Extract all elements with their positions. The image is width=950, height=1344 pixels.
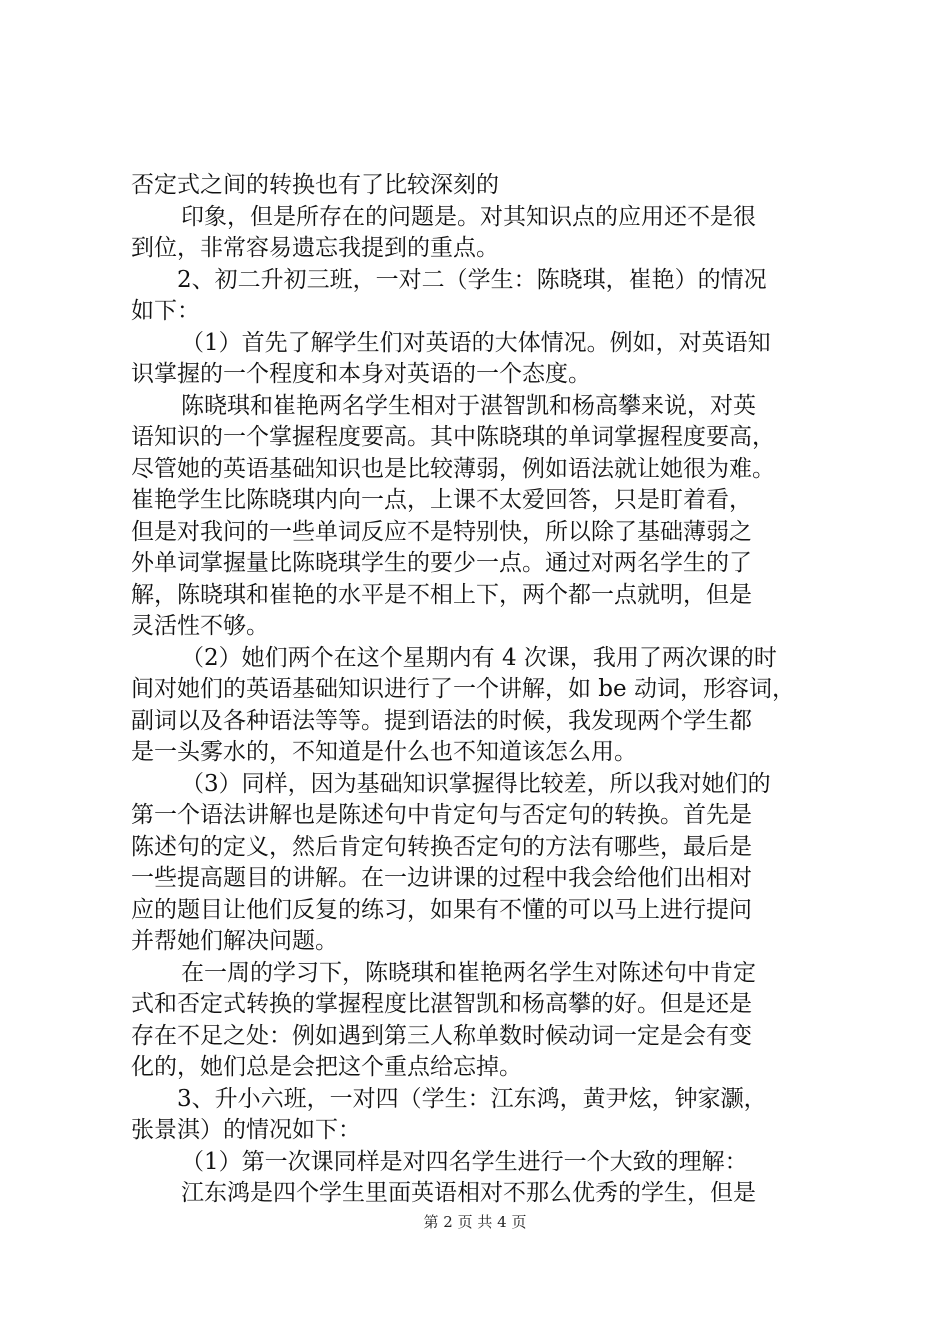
text-line: （3）同样，因为基础知识掌握得比较差，所以我对她们的 — [181, 770, 771, 797]
text-line: 否定式之间的转换也有了比较深刻的 — [131, 172, 499, 198]
text-line: 并帮她们解决问题。 — [131, 928, 338, 954]
text-line: 但是对我问的一些单词反应不是特别快，所以除了基础薄弱之 — [131, 518, 752, 545]
text-line: 应的题目让他们反复的练习，如果有不懂的可以马上进行提问 — [131, 896, 752, 923]
text-line: 2、初二升初三班，一对二（学生：陈晓琪，崔艳）的情况 — [177, 266, 767, 293]
text-line: 陈晓琪和崔艳两名学生相对于湛智凯和杨高攀来说，对英 — [181, 392, 756, 419]
document-body — [131, 170, 831, 1210]
text-line: 江东鸿是四个学生里面英语相对不那么优秀的学生，但是 — [181, 1180, 756, 1206]
text-line: 灵活性不够。 — [131, 613, 269, 639]
text-line: 副词以及各种语法等等。提到语法的时候，我发现两个学生都 — [131, 707, 752, 734]
text-line: 3、升小六班，一对四（学生：江东鸿，黄尹炫，钟家灏， — [177, 1085, 767, 1112]
text-line: 是一头雾水的，不知道是什么也不知道该怎么用。 — [131, 739, 637, 765]
text-line: 解，陈晓琪和崔艳的水平是不相上下，两个都一点就明，但是 — [131, 581, 752, 608]
text-line: 在一周的学习下，陈晓琪和崔艳两名学生对陈述句中肯定 — [181, 959, 756, 986]
text-line: 存在不足之处：例如遇到第三人称单数时候动词一定是会有变 — [131, 1022, 752, 1049]
text-line: （2）她们两个在这个星期内有 4 次课，我用了两次课的时 — [181, 644, 777, 671]
text-line: 式和否定式转换的掌握程度比湛智凯和杨高攀的好。但是还是 — [131, 991, 752, 1017]
text-line: （1）首先了解学生们对英语的大体情况。例如，对英语知 — [181, 329, 771, 356]
text-line: 第一个语法讲解也是陈述句中肯定句与否定句的转换。首先是 — [131, 802, 752, 828]
text-line: 张景淇）的情况如下： — [131, 1117, 361, 1143]
text-line: 识掌握的一个程度和本身对英语的一个态度。 — [131, 361, 591, 387]
text-line: 一些提高题目的讲解。在一边讲课的过程中我会给他们出相对 — [131, 865, 752, 891]
text-line: 外单词掌握量比陈晓琪学生的要少一点。通过对两名学生的了 — [131, 550, 752, 576]
text-line: 陈述句的定义，然后肯定句转换否定句的方法有哪些，最后是 — [131, 833, 752, 860]
text-line: 到位，非常容易遗忘我提到的重点。 — [131, 235, 499, 261]
text-line: 印象，但是所存在的问题是。对其知识点的应用还不是很 — [181, 203, 756, 230]
text-line: 崔艳学生比陈晓琪内向一点，上课不太爱回答，只是盯着看， — [131, 487, 752, 513]
page-number-footer: 第 2 页 共 4 页 — [423, 1213, 527, 1231]
text-line: 尽管她的英语基础知识也是比较薄弱，例如语法就让她很为难。 — [131, 455, 775, 482]
text-line: 间对她们的英语基础知识进行了一个讲解，如 be 动词，形容词， — [131, 676, 795, 702]
text-line: 语知识的一个掌握程度要高。其中陈晓琪的单词掌握程度要高， — [131, 424, 775, 450]
text-line: 如下： — [131, 298, 200, 324]
text-line: 化的，她们总是会把这个重点给忘掉。 — [131, 1054, 522, 1080]
text-line: （1）第一次课同样是对四名学生进行一个大致的理解： — [181, 1148, 748, 1175]
